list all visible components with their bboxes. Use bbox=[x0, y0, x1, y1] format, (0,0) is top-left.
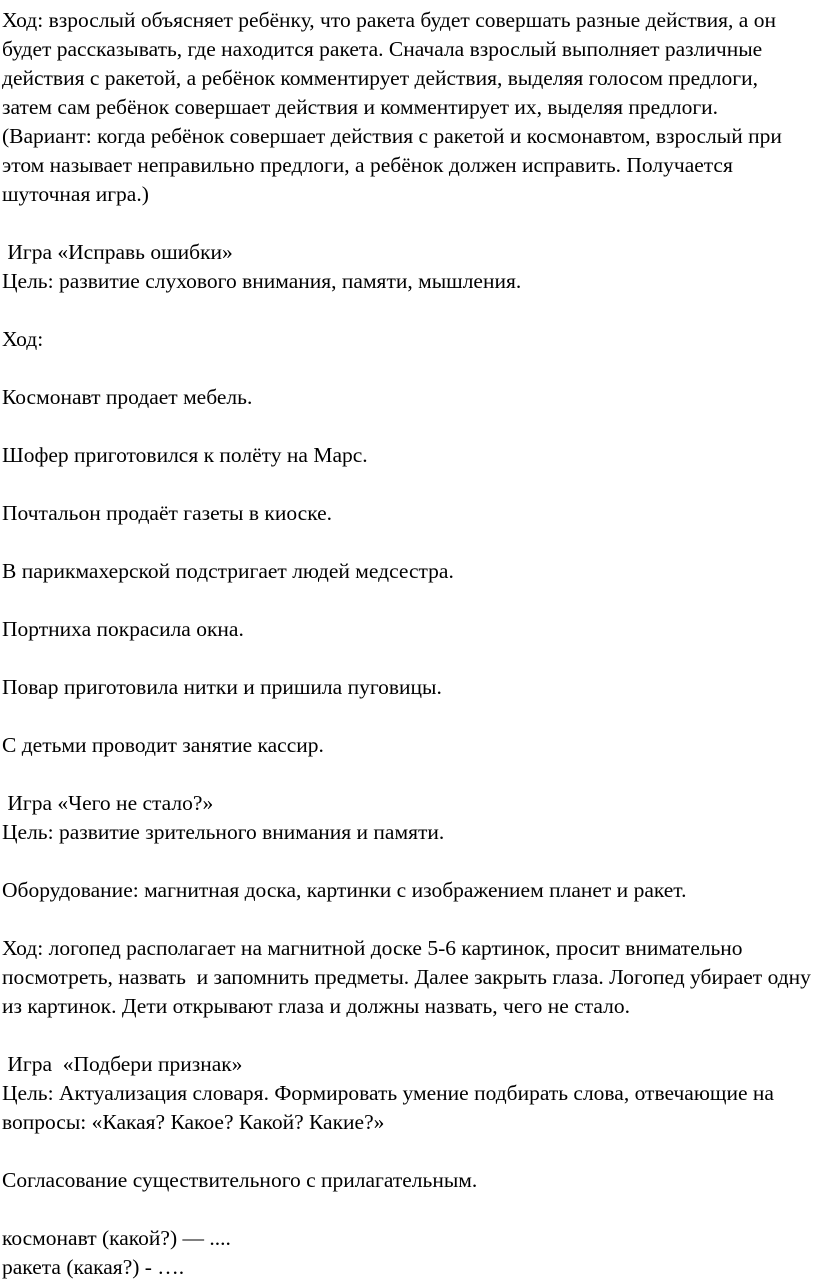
game1-goal: Цель: развитие слухового внимания, памяти, мышления. bbox=[2, 269, 522, 293]
game1-procedure: Ход: bbox=[2, 327, 44, 351]
game1-sentence: Шофер приготовился к полёту на Марс. bbox=[2, 443, 368, 467]
spacer bbox=[2, 470, 812, 499]
game3-example: космонавт (какой?) — .... bbox=[2, 1226, 231, 1250]
spacer bbox=[2, 354, 812, 383]
spacer bbox=[2, 644, 812, 673]
game1-sentence: Портниха покрасила окна. bbox=[2, 617, 244, 641]
game3-goal: Цель: Актуализация словаря. Формировать умение подбирать слова, отвечающие на вопросы: «Какая? Какое? Какой? Какие?» bbox=[2, 1081, 780, 1134]
spacer bbox=[2, 296, 812, 325]
game1-title: Игра «Исправь ошибки» bbox=[2, 240, 233, 264]
spacer bbox=[2, 412, 812, 441]
game1-sentence: В парикмахерской подстригает людей медсестра. bbox=[2, 559, 454, 583]
game3-title: Игра «Подбери признак» bbox=[2, 1052, 243, 1076]
game1-sentence: Космонавт продает мебель. bbox=[2, 385, 253, 409]
spacer bbox=[2, 702, 812, 731]
game2-equipment: Оборудование: магнитная доска, картинки с изображением планет и ракет. bbox=[2, 878, 687, 902]
game1-sentence: Повар приготовила нитки и пришила пуговицы. bbox=[2, 675, 442, 699]
game3-agreement: Согласование существительного с прилагательным. bbox=[2, 1168, 478, 1192]
game2-title: Игра «Чего не стало?» bbox=[2, 791, 214, 815]
spacer bbox=[2, 1137, 812, 1166]
game2-goal: Цель: развитие зрительного внимания и памяти. bbox=[2, 820, 445, 844]
spacer bbox=[2, 528, 812, 557]
game3-example: ракета (какая?) - …. bbox=[2, 1255, 185, 1279]
spacer bbox=[2, 905, 812, 934]
spacer bbox=[2, 586, 812, 615]
spacer bbox=[2, 209, 812, 238]
spacer bbox=[2, 760, 812, 789]
intro-paragraph: Ход: взрослый объясняет ребёнку, что ракета будет совершать разные действия, а он будет рассказывать, где находится ракета. Сначала взрослый выполняет различные действия с ракетой, а ребёнок комментирует действия, выделяя голосом предлоги, затем сам ребёнок совершает действия и комментирует их, выделяя предлоги. (Вариант: когда ребёнок совершает действия с ракетой и космонавтом, взрослый при этом называет неправильно предлоги, а ребёнок должен исправить. Получается шуточная игра.) bbox=[2, 8, 788, 206]
game1-sentence: С детьми проводит занятие кассир. bbox=[2, 733, 324, 757]
game2-procedure: Ход: логопед располагает на магнитной доске 5-6 картинок, просит внимательно посмотреть, назвать и запомнить предметы. Далее закрыть глаза. Логопед убирает одну из картинок. Дети открывают глаза и должны назвать, чего не стало. bbox=[2, 936, 816, 1018]
game1-sentence: Почтальон продаёт газеты в киоске. bbox=[2, 501, 333, 525]
spacer bbox=[2, 1195, 812, 1224]
spacer bbox=[2, 847, 812, 876]
spacer bbox=[2, 1021, 812, 1050]
